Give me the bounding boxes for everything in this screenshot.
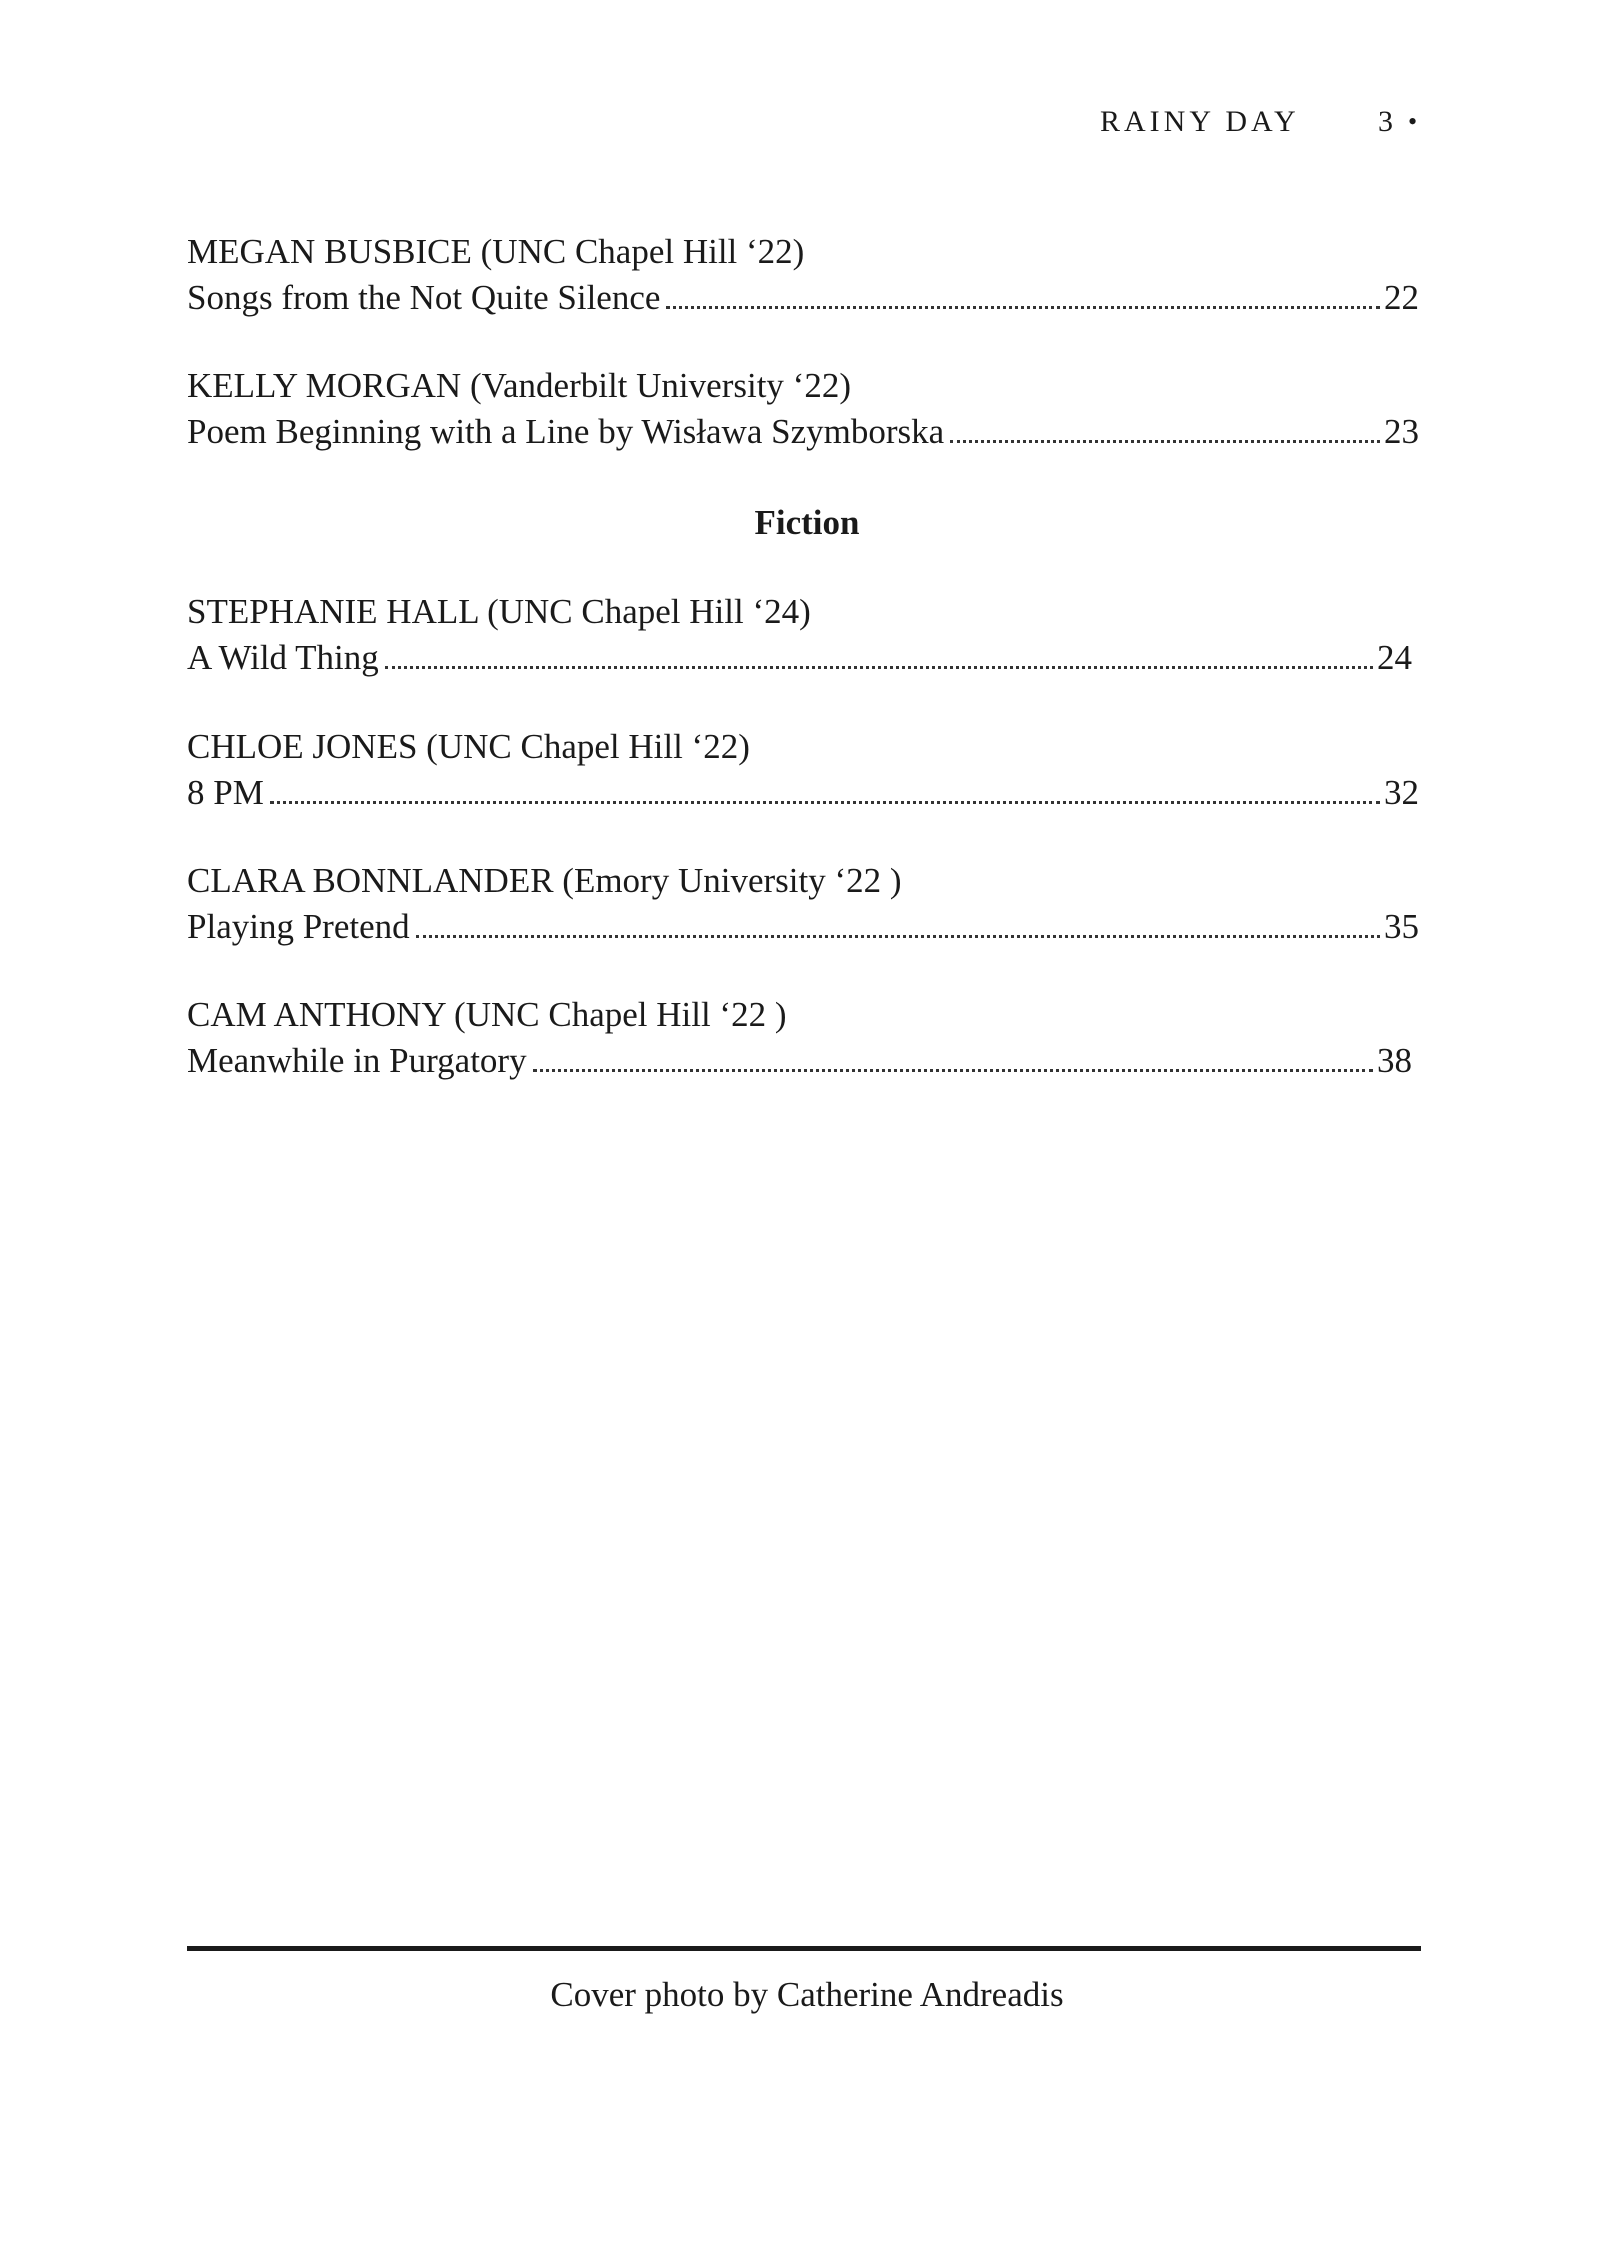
toc-author: KELLY MORGAN (Vanderbilt University ‘22): [187, 366, 851, 405]
dot-leader: [270, 800, 1380, 804]
toc-page-number: 23: [1384, 412, 1419, 451]
journal-title: RAINY DAY: [1100, 105, 1300, 138]
toc-work-title: Playing Pretend: [187, 907, 410, 946]
toc-line: [187, 278, 1419, 318]
dot-leader: [950, 439, 1380, 443]
page-number: 3: [1378, 105, 1393, 138]
toc-work-title: A Wild Thing: [187, 638, 379, 677]
toc-page-number: 24: [1377, 638, 1412, 677]
toc-work-title: Poem Beginning with a Line by Wisława Szymborska: [187, 412, 945, 451]
bullet-icon: •: [1408, 107, 1418, 136]
dot-leader: [385, 665, 1373, 669]
toc-author: STEPHANIE HALL (UNC Chapel Hill ‘24): [187, 592, 811, 631]
cover-photo-credit: Cover photo by Catherine Andreadis: [550, 1975, 1064, 2014]
toc-author: CAM ANTHONY (UNC Chapel Hill ‘22 ): [187, 995, 787, 1034]
running-head: [1100, 105, 1430, 145]
toc-author: CLARA BONNLANDER (Emory University ‘22 ): [187, 861, 902, 900]
dot-leader: [533, 1068, 1373, 1072]
toc-work-title: Songs from the Not Quite Silence: [187, 278, 661, 317]
toc-page-number: 32: [1384, 773, 1419, 812]
toc-line: [187, 1041, 1412, 1081]
dot-leader: [666, 305, 1380, 309]
toc-line: [187, 773, 1419, 813]
toc-page-number: 35: [1384, 907, 1419, 946]
toc-page-number: 38: [1377, 1041, 1412, 1080]
toc-line: [187, 638, 1412, 678]
toc-work-title: Meanwhile in Purgatory: [187, 1041, 527, 1080]
toc-page-number: 22: [1384, 278, 1419, 317]
toc-line: [187, 907, 1419, 947]
dot-leader: [416, 934, 1380, 938]
toc-author: CHLOE JONES (UNC Chapel Hill ‘22): [187, 727, 750, 766]
toc-author: MEGAN BUSBICE (UNC Chapel Hill ‘22): [187, 232, 805, 271]
section-heading-fiction: Fiction: [754, 503, 860, 542]
footer-rule: [187, 1946, 1421, 1951]
toc-line: [187, 412, 1419, 452]
toc-work-title: 8 PM: [187, 773, 264, 812]
